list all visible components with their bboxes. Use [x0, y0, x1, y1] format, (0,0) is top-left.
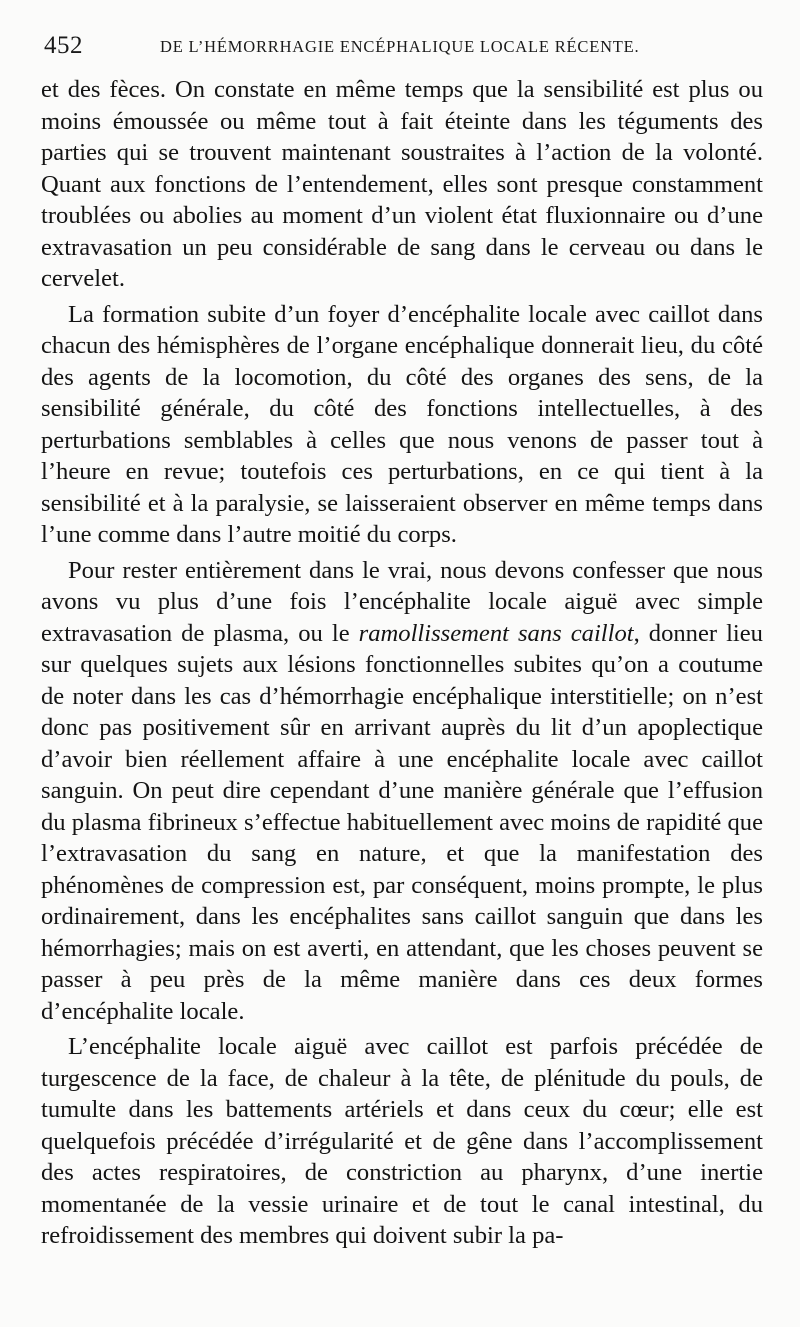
page-number: 452 [44, 32, 83, 59]
running-title: DE L’HÉMORRHAGIE ENCÉPHALIQUE LOCALE RÉCENTE. [160, 37, 640, 56]
page-header [40, 32, 760, 62]
paragraph-continuation: et des fèces. On constate en même temps que la sensibilité est plus ou moins émoussée ou même tout à fait éteinte dans les téguments des parties qui se trouvent maintenant soustraites à l’action de la volonté. Quant aux fonctions de l’entendement, elles sont presque constamment troublées ou abolies au moment d’un violent état fluxionnaire ou d’une extravasation un peu considérable de sang dans le cerveau ou dans le cervelet. [41, 76, 763, 292]
body-text [41, 74, 763, 1256]
paragraph-prodromes: L’encéphalite locale aiguë avec caillot est parfois précédée de turgescence de la face, de chaleur à la tête, de plénitude du pouls, de tumulte dans les battements artériels et dans ceux du cœur; elle est quelquefois précédée d’irrégularité et de gêne dans l’accomplissement des actes respiratoires, de constriction au pharynx, d’une inertie momentanée de la vessie urinaire et de tout le canal intestinal, du refroidissement des membres qui doivent subir la pa- [41, 1033, 763, 1249]
paragraph-text-after-emphasis: , donner lieu sur quelques sujets aux lésions fonctionnelles subites qu’on a coutume de noter dans les cas d’hémorrhagie encéphalique interstitielle; on n’est donc pas positivement sûr en arrivant auprès du lit d’un apoplectique d’avoir bien réellement affaire à une encéphalite locale avec caillot sanguin. On peut dire cependant d’une manière générale que l’effusion du plasma fibrineux s’effectue habituellement avec moins de rapidité que l’extravasation du sang en nature, et que la manifestation des phénomènes de compression est, par conséquent, moins prompte, le plus ordinairement, dans les encéphalites sans caillot sanguin que dans les hémorrhagies; mais on est averti, en attendant, que les choses peuvent se passer à peu près de la même manière dans ces deux formes d’encéphalite locale. [41, 619, 763, 1025]
paragraph-plasma-extravasation [41, 555, 763, 1028]
italic-term: ramollissement sans caillot [358, 619, 634, 647]
paragraph-bilateral-encephalitis: La formation subite d’un foyer d’encéphalite locale avec caillot dans chacun des hémisphères de l’organe encéphalique donnerait lieu, du côté des agents de la locomotion, du côté des organes des sens, de la sensibilité générale, du côté des fonctions intellectuelles, à des perturbations semblables à celles que nous venons de passer tout à l’heure en revue; toutefois ces perturbations, en ce qui tient à la sensibilité et à la paralysie, se laisseraient observer en même temps dans l’une comme dans l’autre moitié du corps. [41, 300, 763, 548]
paragraph-text-before-emphasis: Pour rester entièrement dans le vrai, nous devons confesser que nous avons vu plus d’une fois l’encéphalite locale aiguë avec simple extravasation de plasma, ou le [41, 556, 763, 647]
